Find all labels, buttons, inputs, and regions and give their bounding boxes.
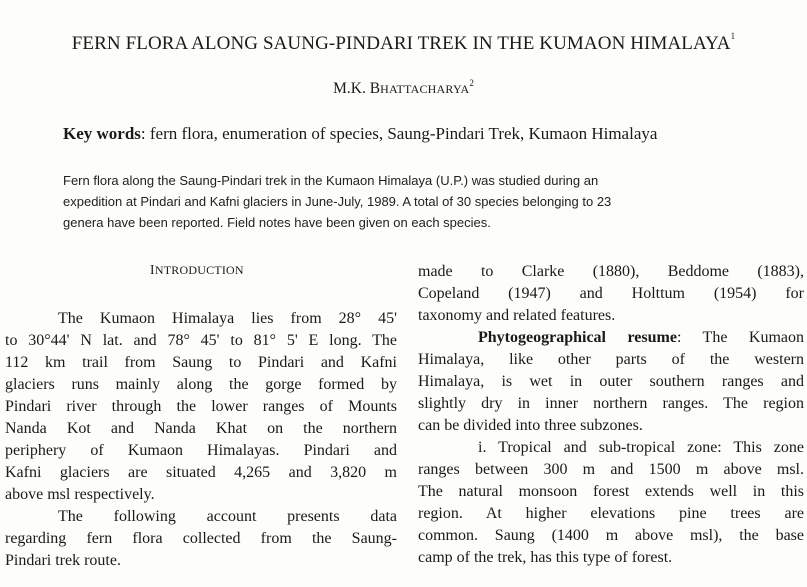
- text-line: common. Saung (1400 m above msl), the base: [418, 527, 804, 544]
- left-column: [5, 308, 397, 572]
- text-line: periphery of Kumaon Himalayas. Pindari and: [5, 442, 397, 459]
- abstract-line: genera have been reported. Field notes have been given on each species.: [63, 215, 491, 230]
- abstract-line: expedition at Pindari and Kafni glaciers in June-July, 1989. A total of 30 species belonging to 23: [63, 194, 612, 209]
- text-line: Himalaya, is wet in outer southern ranges and: [418, 373, 804, 390]
- keywords-line: [63, 124, 803, 144]
- text-line: made to Clarke (1880), Beddome (1883),: [418, 263, 804, 280]
- text-line: taxonomy and related features.: [418, 307, 616, 324]
- heading-initial: I: [150, 262, 155, 277]
- text-line: Kafni glaciers are situated 4,265 and 3,820 m: [5, 464, 397, 481]
- text-line: Himalaya, like other parts of the western: [418, 351, 804, 368]
- text-line: 112 km trail from Saung to Pindari and Kafni: [5, 354, 397, 371]
- right-column: [418, 261, 804, 569]
- author-footnote-marker: 2: [469, 78, 474, 88]
- title-footnote-marker: 1: [730, 31, 736, 41]
- text-line: glaciers runs mainly along the gorge formed by: [5, 376, 397, 393]
- text-line: region. At higher elevations pine trees are: [418, 505, 804, 522]
- paper-title: [0, 33, 807, 55]
- text-line: [418, 327, 804, 349]
- text-line: camp of the trek, has this type of forest.: [418, 549, 673, 566]
- abstract: [63, 170, 743, 233]
- text-line: The following account presents data: [58, 508, 397, 525]
- abstract-line: Fern flora along the Saung-Pindari trek in the Kumaon Himalaya (U.P.) was studied during an: [63, 173, 599, 188]
- text-line: i. Tropical and sub-tropical zone: This zone: [478, 439, 804, 456]
- paper-title-text: FERN FLORA ALONG SAUNG-PINDARI TREK IN THE KUMAON HIMALAYA: [71, 33, 731, 54]
- text-line: regarding fern flora collected from the Saung-: [5, 530, 397, 547]
- text-line: ranges between 300 m and 1500 m above msl.: [418, 461, 804, 478]
- resume-label: Phytogeographical resume: [478, 329, 677, 346]
- text-line: to 30°44' N lat. and 78° 45' to 81° 5' E long. The: [5, 332, 397, 349]
- introduction-heading: [150, 262, 244, 278]
- text-line: The natural monsoon forest extends well in this: [418, 483, 804, 500]
- text-line: Nanda Kot and Nanda Khat on the northern: [5, 420, 397, 437]
- author-initials: M.K. B: [333, 80, 381, 97]
- text-line: can be divided into three subzones.: [418, 417, 643, 434]
- author-line: [0, 80, 807, 98]
- text-line: Pindari trek route.: [5, 552, 121, 569]
- text-line: Copeland (1947) and Holttum (1954) for: [418, 285, 804, 302]
- text-line: Pindari river through the lower ranges of Mounts: [5, 398, 397, 415]
- text-line: slightly dry in inner northern ranges. The region: [418, 395, 804, 412]
- text-line: above msl respectively.: [5, 486, 155, 503]
- keywords-text: : fern flora, enumeration of species, Saung-Pindari Trek, Kumaon Himalaya: [140, 124, 658, 143]
- author-surname: HATTACHARYA: [380, 82, 470, 96]
- keywords-label: Key words: [63, 124, 141, 143]
- resume-first-line: : The Kumaon: [676, 329, 804, 346]
- heading-rest: NTRODUCTION: [154, 263, 244, 277]
- text-line: The Kumaon Himalaya lies from 28° 45': [58, 310, 397, 327]
